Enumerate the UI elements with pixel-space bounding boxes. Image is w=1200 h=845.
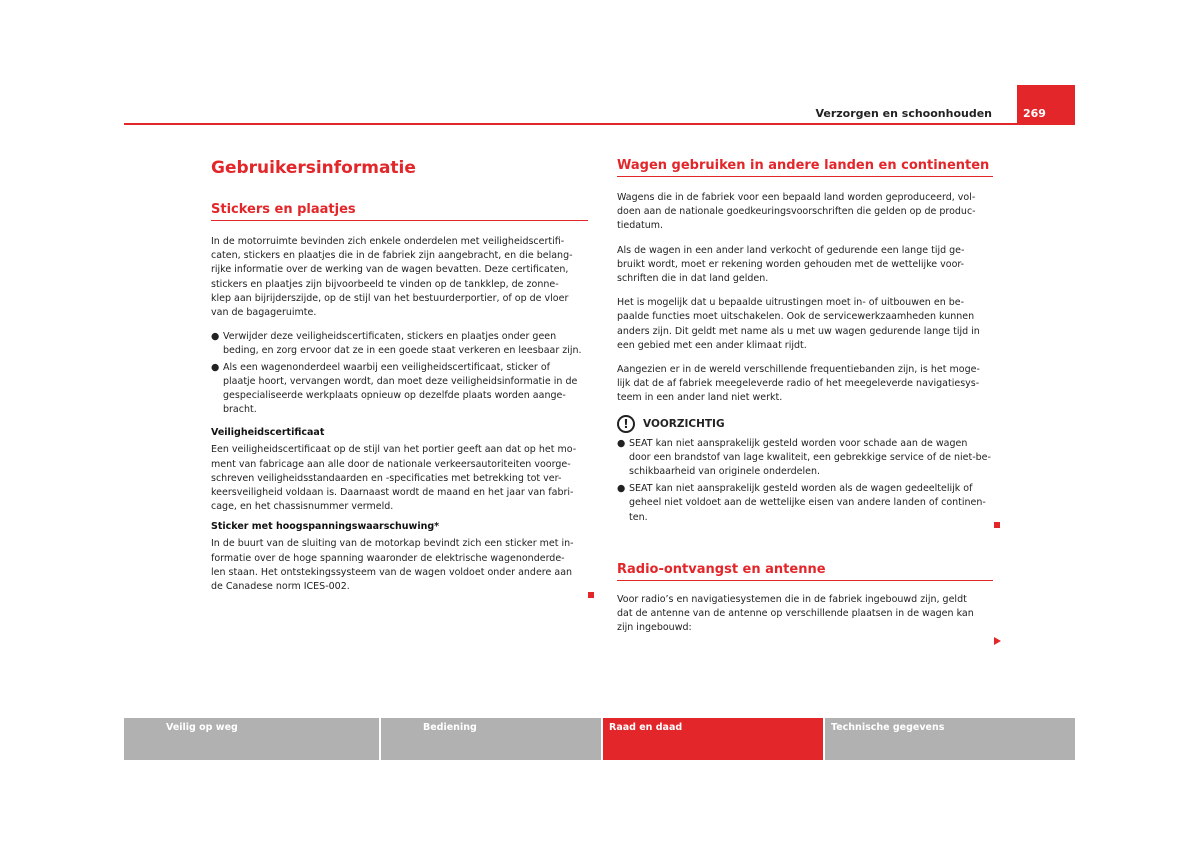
- bullet-text: Verwijder deze veiligheidscertificaten, stickers en plaatjes onder geen beding, en zorg ervoor dat ze in een goede staat verkeren en leesbaar zijn.: [223, 331, 582, 357]
- warning-icon: !: [617, 415, 635, 433]
- bullet-dot: ●: [617, 437, 626, 449]
- tab-bediening[interactable]: Bediening: [381, 718, 601, 760]
- section-end-marker: [994, 522, 1000, 528]
- bullet-text: SEAT kan niet aansprakelijk gesteld worden als de wagen gedeeltelijk of geheel niet voldoet aan de wettelijke eisen van andere landen of continen- ten.: [629, 483, 986, 523]
- tab-veilig-op-weg[interactable]: Veilig op weg: [124, 718, 379, 760]
- bullet-dot: ●: [211, 331, 220, 343]
- section-title-radio: Radio-ontvangst en antenne: [617, 562, 993, 581]
- bullet-item: [211, 330, 588, 358]
- paragraph: Wagens die in de fabriek voor een bepaald land worden geproduceerd, vol- doen aan de nationale goedkeuringsvoorschriften die gelden op de produc- tiedatum.: [617, 192, 976, 232]
- warning-header: [617, 415, 993, 433]
- intro-paragraph: In de motorruimte bevinden zich enkele onderdelen met veiligheidscertifi- caten, stickers en plaatjes die in de fabriek zijn aangebracht, en die belang- rijke informatie over de werking van de wagen bevatten. Deze certificaten, stickers en plaatjes zijn bijvoorbeeld te vinden op de tankklep, de zonne- klep aan bijrijderszijde, op de stijl van het bestuurderportier, of op de vloer van de bagageruimte.: [211, 236, 573, 319]
- warning-bullet: [617, 482, 993, 525]
- subheading-hv-sticker: Sticker met hoogspanningswaarschuwing*: [211, 521, 440, 533]
- header-rule: [124, 123, 1075, 125]
- warning-bullet: [617, 437, 993, 480]
- warning-label: VOORZICHTIG: [643, 417, 725, 430]
- bullet-text: Als een wagenonderdeel waarbij een veiligheidscertificaat, sticker of plaatje hoort, vervangen wordt, dan moet deze veiligheidsinformatie in de gespecialiseerde werkplaats opnieuw op dezelfde plaats worden aange- bracht.: [223, 361, 578, 416]
- bullet-dot: ●: [211, 361, 220, 373]
- hv-sticker-paragraph: In de buurt van de sluiting van de motorkap bevindt zich een sticker met in- formatie over de hoge spanning waaronder de elektrische wagenonderde- len staan. Het ontstekingssysteem van de wagen voldoet onder andere aan de Canadese norm ICES-002.: [211, 538, 574, 593]
- right-column: [617, 158, 993, 635]
- left-column: [211, 158, 588, 594]
- subheading-certificate: Veiligheidscertificaat: [211, 427, 325, 439]
- paragraph: Aangezien er in de wereld verschillende frequentiebanden zijn, is het moge- lijk dat de af fabriek meegeleverde radio of het meegeleverde navigatiesys- teem in een ander land niet werkt.: [617, 364, 980, 404]
- tab-raad-en-daad[interactable]: Raad en daad: [603, 718, 823, 760]
- continue-arrow-icon: [994, 637, 1001, 645]
- bullet-text: SEAT kan niet aansprakelijk gesteld worden voor schade aan de wagen door een brandstof van lage kwaliteit, een gebrekkige service of de niet-be- schikbaarheid van originele onderdelen.: [629, 437, 991, 478]
- section-title-countries: Wagen gebruiken in andere landen en continenten: [617, 158, 993, 177]
- bullet-dot: ●: [617, 483, 626, 495]
- chapter-nav: [124, 718, 1075, 760]
- paragraph: Als de wagen in een ander land verkocht of gedurende een lange tijd ge- bruikt wordt, moet er rekening worden gehouden met de wettelijke voor- schriften die in dat land gelden.: [617, 244, 965, 285]
- chapter-title: Verzorgen en schoonhouden: [815, 107, 992, 120]
- page-number: 269: [1017, 85, 1075, 123]
- radio-paragraph: Voor radio’s en navigatiesystemen die in de fabriek ingebouwd zijn, geldt dat de antenne van de antenne op verschillende plaatsen in de wagen kan zijn ingebouwd:: [617, 593, 974, 634]
- section-end-marker: [588, 592, 594, 598]
- bullet-item: [211, 361, 588, 418]
- page-title: Gebruikersinformatie: [211, 158, 416, 178]
- paragraph: Het is mogelijk dat u bepaalde uitrustingen moet in- of uitbouwen en be- paalde functies moet uitschakelen. Ook de servicewerkzaamheden kunnen anders zijn. Dit geldt met name als u met uw wagen gedurende lange tijd in een gebied met een ander klimaat rijdt.: [617, 297, 980, 351]
- tab-technische-gegevens[interactable]: Technische gegevens: [825, 718, 1075, 760]
- section-title-stickers: Stickers en plaatjes: [211, 202, 588, 221]
- certificate-paragraph: Een veiligheidscertificaat op de stijl van het portier geeft aan dat op het mo- ment van fabricage aan alle door de nationale verkeersautoriteiten voorge- schreven veiligheidsstandaarden en -specificaties met betrekking tot ver- keersveiligheid voldaan is. Daarnaast wordt de maand en het jaar van fabri- cage, en het chassisnummer vermeld.: [211, 444, 577, 513]
